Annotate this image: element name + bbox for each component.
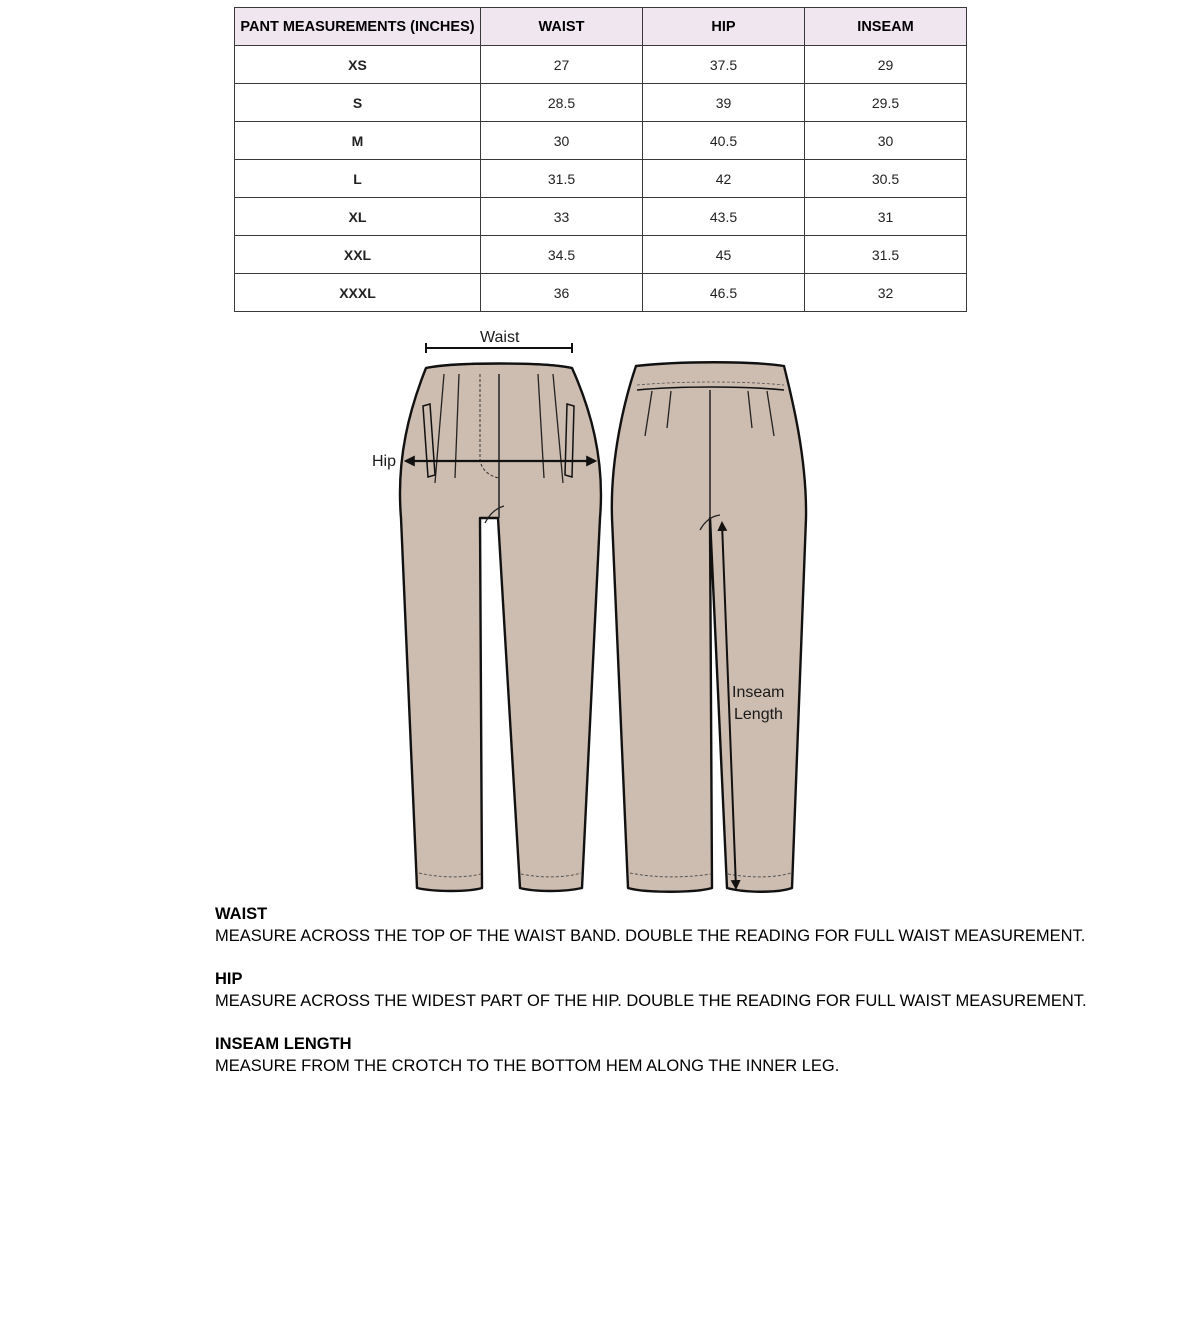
pants-measurement-diagram — [360, 318, 830, 908]
waist-instruction-text: MEASURE ACROSS THE TOP OF THE WAIST BAND. DOUBLE THE READING FOR FULL WAIST MEASUREMENT. — [215, 927, 1086, 945]
inseam-instruction-title: INSEAM LENGTH — [215, 1035, 352, 1053]
size-cell: XL — [235, 198, 481, 236]
inseam-cell: 31.5 — [805, 236, 967, 274]
hip-instruction — [215, 968, 1115, 1012]
header-measurements: PANT MEASUREMENTS (INCHES) — [235, 8, 481, 46]
waist-cell: 33 — [481, 198, 643, 236]
inseam-label-line1: Inseam — [732, 684, 785, 701]
size-cell: XS — [235, 46, 481, 84]
pants-front-view — [400, 343, 601, 891]
table-row — [235, 236, 967, 274]
hip-cell: 42 — [643, 160, 805, 198]
measurement-instructions — [215, 903, 1115, 1098]
size-cell: M — [235, 122, 481, 160]
size-chart-table — [234, 7, 967, 312]
waist-cell: 36 — [481, 274, 643, 312]
inseam-cell: 31 — [805, 198, 967, 236]
pants-back-view — [612, 362, 806, 892]
size-cell: L — [235, 160, 481, 198]
hip-cell: 37.5 — [643, 46, 805, 84]
inseam-cell: 32 — [805, 274, 967, 312]
hip-instruction-title: HIP — [215, 970, 243, 988]
table-row — [235, 84, 967, 122]
inseam-instruction — [215, 1033, 1115, 1077]
inseam-cell: 30.5 — [805, 160, 967, 198]
table-row — [235, 274, 967, 312]
waist-label: Waist — [480, 329, 520, 346]
header-inseam: INSEAM — [805, 8, 967, 46]
header-waist: WAIST — [481, 8, 643, 46]
size-cell: S — [235, 84, 481, 122]
waist-cell: 27 — [481, 46, 643, 84]
inseam-cell: 30 — [805, 122, 967, 160]
size-cell: XXXL — [235, 274, 481, 312]
waist-cell: 34.5 — [481, 236, 643, 274]
table-row — [235, 198, 967, 236]
table-row — [235, 122, 967, 160]
hip-instruction-text: MEASURE ACROSS THE WIDEST PART OF THE HIP. DOUBLE THE READING FOR FULL WAIST MEASUREMENT. — [215, 992, 1087, 1010]
hip-label: Hip — [372, 453, 397, 470]
waist-cell: 31.5 — [481, 160, 643, 198]
hip-cell: 43.5 — [643, 198, 805, 236]
hip-cell: 39 — [643, 84, 805, 122]
waist-cell: 28.5 — [481, 84, 643, 122]
table-row — [235, 46, 967, 84]
inseam-instruction-text: MEASURE FROM THE CROTCH TO THE BOTTOM HEM ALONG THE INNER LEG. — [215, 1057, 840, 1075]
hip-cell: 45 — [643, 236, 805, 274]
hip-cell: 46.5 — [643, 274, 805, 312]
hip-cell: 40.5 — [643, 122, 805, 160]
waist-instruction-title: WAIST — [215, 905, 268, 923]
header-hip: HIP — [643, 8, 805, 46]
inseam-cell: 29 — [805, 46, 967, 84]
waist-instruction — [215, 903, 1115, 947]
waist-cell: 30 — [481, 122, 643, 160]
inseam-label-line2: Length — [734, 706, 783, 723]
size-cell: XXL — [235, 236, 481, 274]
inseam-cell: 29.5 — [805, 84, 967, 122]
table-header-row — [235, 8, 967, 46]
table-row — [235, 160, 967, 198]
